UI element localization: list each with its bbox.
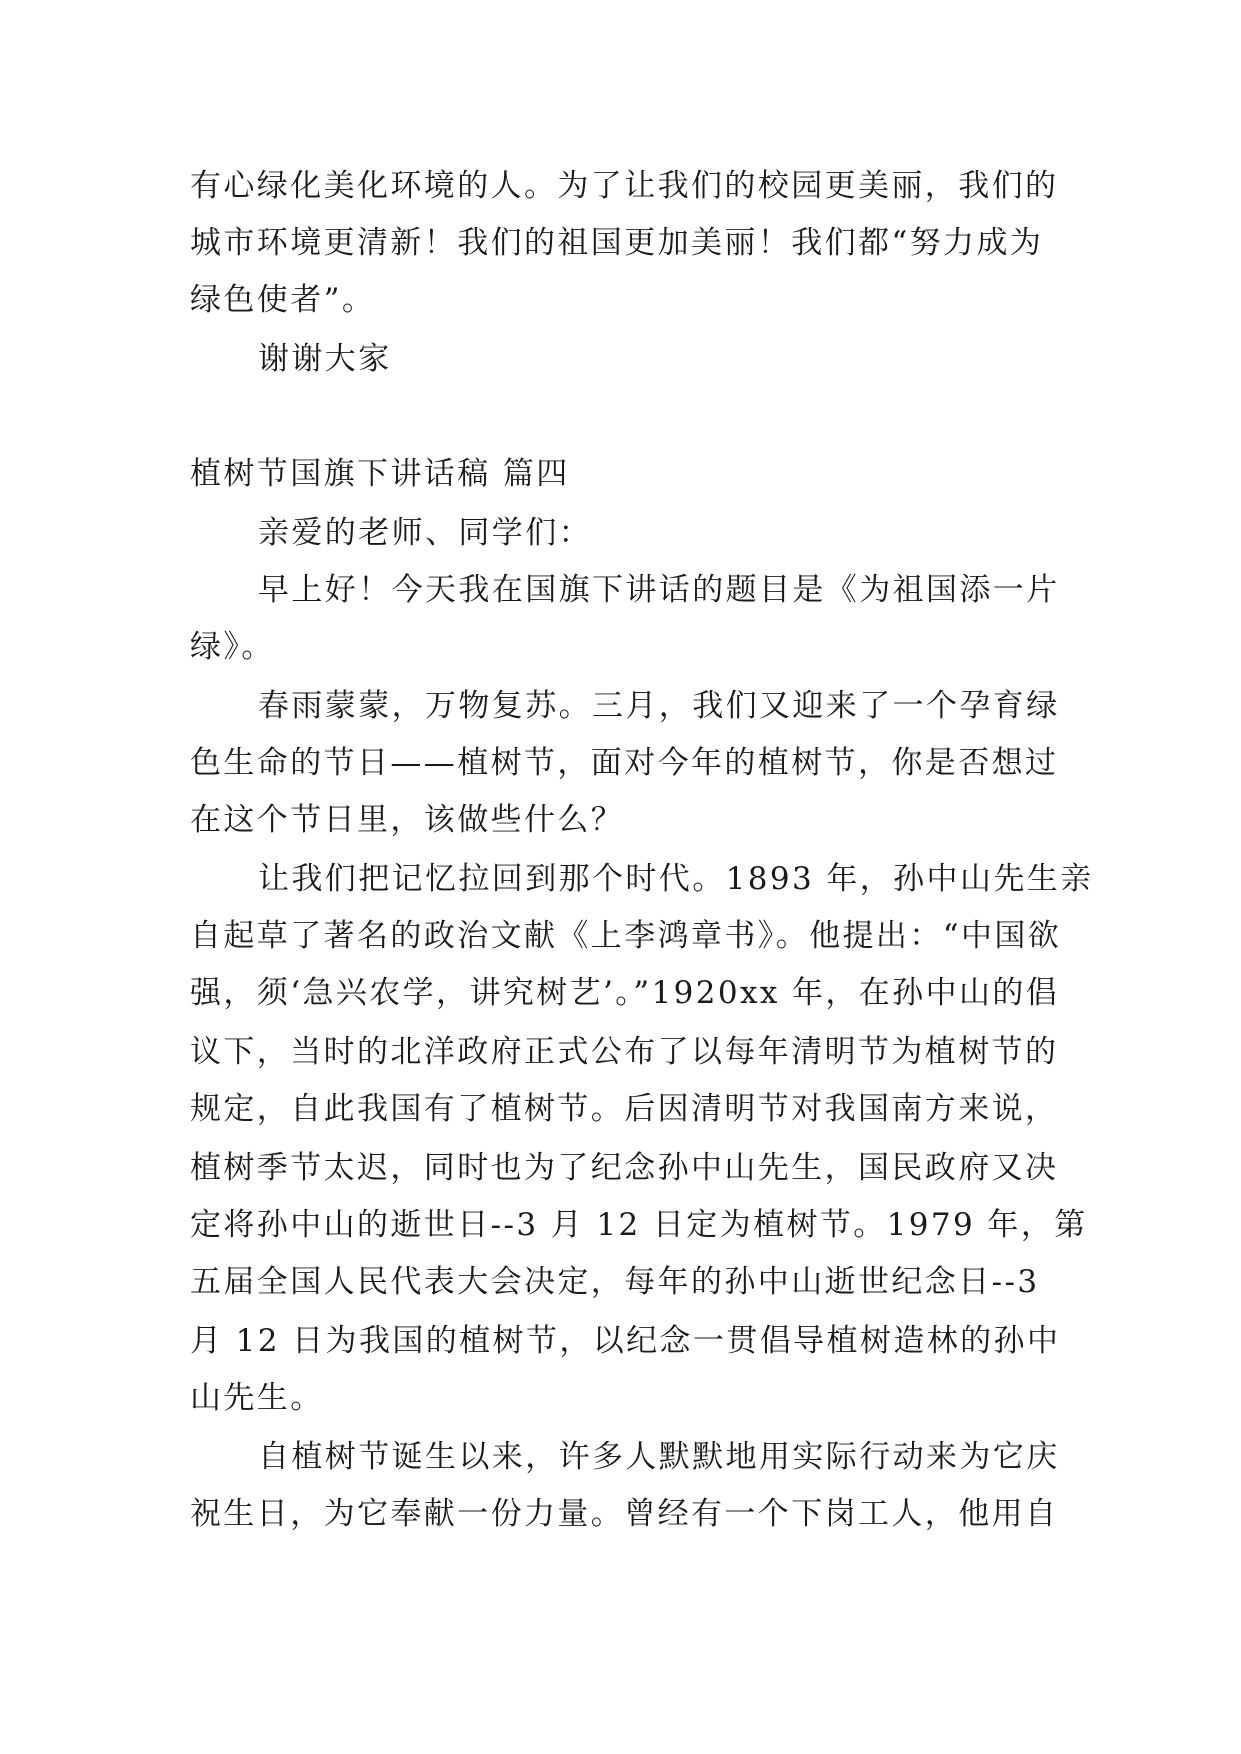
text-line: 绿色使者”。 [190,282,376,318]
text-line: 定将孙中山的逝世日--3 月 12 日定为植树节。1979 年，第 [190,1207,1088,1243]
text-line: 自植树节诞生以来，许多人默默地用实际行动来为它庆 [258,1439,1060,1475]
text-line: 在这个节日里，该做些什么？ [190,802,625,838]
text-line: 色生命的节日——植树节，面对今年的植树节，你是否想过 [190,745,1059,781]
text-line: 有心绿化美化环境的人。为了让我们的校园更美丽，我们的 [190,168,1059,204]
text-line: 让我们把记忆拉回到那个时代。1893 年，孙中山先生亲 [258,861,1094,897]
salutation: 亲爱的老师、同学们： [258,515,592,551]
text-line: 祝生日，为它奉献一份力量。曾经有一个下岗工人，他用自 [190,1496,1059,1532]
section-heading: 植树节国旗下讲话稿 篇四 [190,456,570,492]
closing-text: 谢谢大家 [258,341,392,377]
text-line: 早上好！今天我在国旗下讲话的题目是《为祖国添一片 [258,572,1060,608]
text-line: 五届全国人民代表大会决定，每年的孙中山逝世纪念日--3 [190,1264,1040,1300]
text-line: 城市环境更清新！我们的祖国更加美丽！我们都“努力成为 [190,225,1044,261]
text-line: 春雨蒙蒙，万物复苏。三月，我们又迎来了一个孕育绿 [258,688,1060,724]
text-line: 规定，自此我国有了植树节。后因清明节对我国南方来说， [190,1091,1059,1127]
text-line: 植树季节太迟，同时也为了纪念孙中山先生，国民政府又决 [190,1150,1059,1186]
text-line: 强，须‘急兴农学，讲究树艺’。”1920xx 年，在孙中山的倡 [190,975,1060,1011]
text-line: 议下，当时的北洋政府正式公布了以每年清明节为植树节的 [190,1034,1059,1070]
text-line: 月 12 日为我国的植树节，以纪念一贯倡导植树造林的孙中 [190,1323,1061,1359]
text-line: 自起草了著名的政治文献《上李鸿章书》。他提出：“中国欲 [190,918,1062,954]
text-line: 山先生。 [190,1380,324,1416]
text-line: 绿》。 [190,629,275,665]
